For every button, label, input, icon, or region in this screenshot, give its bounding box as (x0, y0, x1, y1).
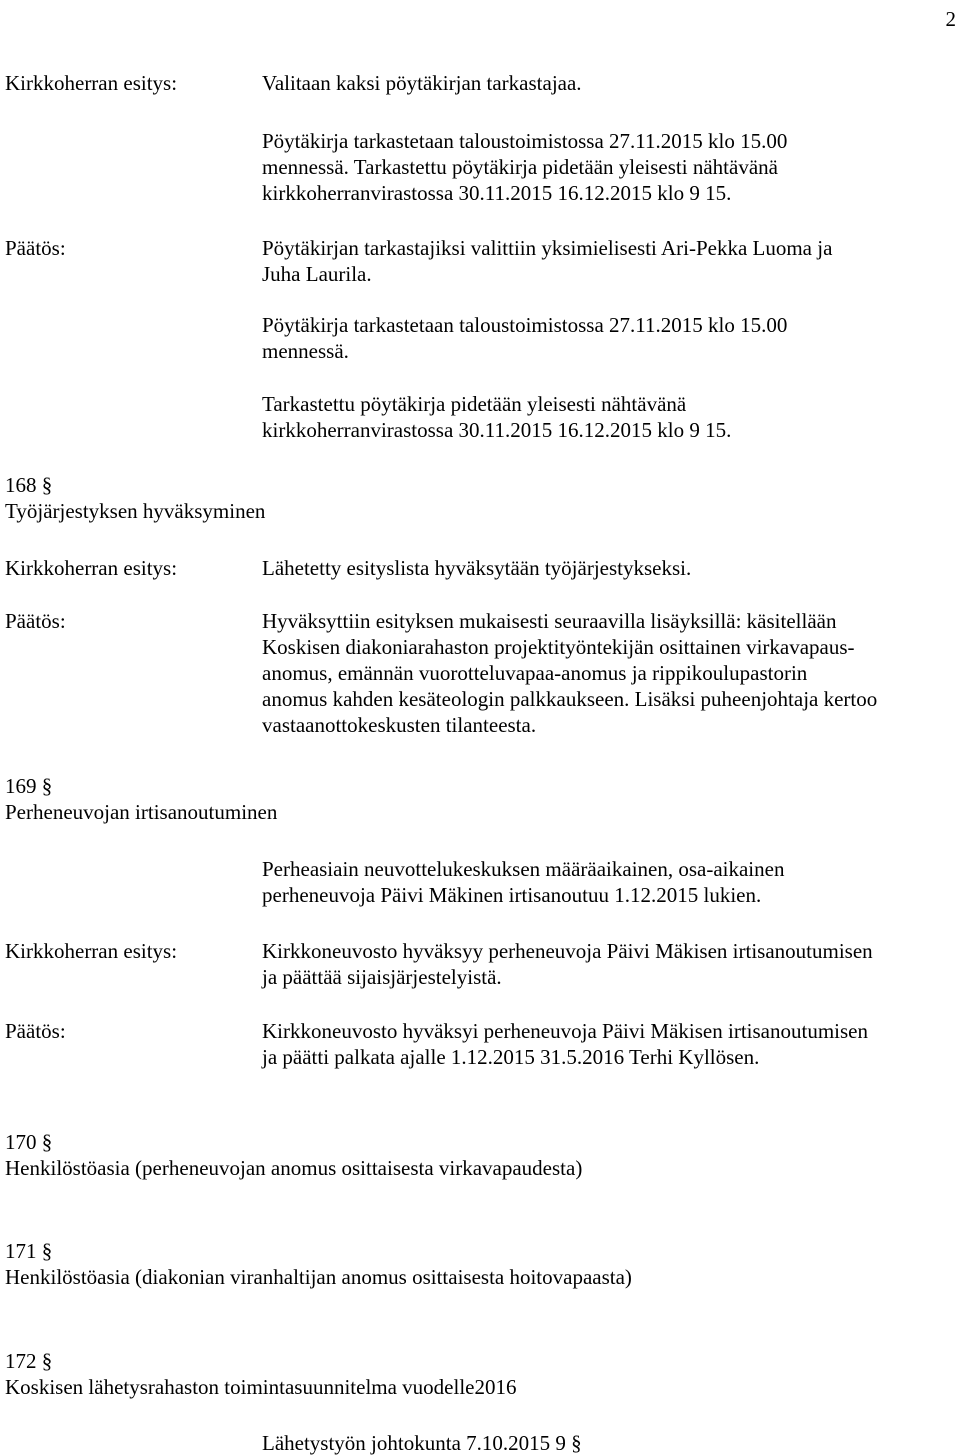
section-heading-169 (5, 773, 52, 799)
decision-line: anomus kahden kesäteologin palkkaukseen. Lisäksi puheenjohtaja kertoo (262, 687, 878, 711)
proposal-label: Kirkkoherran esitys: (5, 556, 178, 580)
decision-label: Päätös: (5, 1019, 66, 1043)
decision-line: Pöytäkirjan tarkastajiksi valittiin yksimielisesti Ari-Pekka Luoma ja (262, 236, 833, 260)
section-number: 170 (5, 1130, 37, 1154)
reference-line (262, 1430, 582, 1456)
proposal-label: Kirkkoherran esitys: (5, 71, 178, 95)
section-heading-172 (5, 1348, 52, 1374)
proposal-text-line: mennessä. Tarkastettu pöytäkirja pidetään yleisesti nähtävänä (262, 155, 778, 179)
section-sign-icon: § (41, 774, 53, 798)
section-sign-icon: § (571, 1431, 582, 1455)
section-title: Perheneuvojan irtisanoutuminen (5, 800, 278, 824)
section-number: 169 (5, 774, 37, 798)
decision-line: kirkkoherranvirastossa 30.11.2015 16.12.2015 klo 9 15. (262, 418, 732, 442)
proposal-text: Lähetetty esityslista hyväksytään työjärjestykseksi. (262, 556, 692, 580)
section-sign-icon: § (41, 1349, 53, 1373)
decision-line: Koskisen diakoniarahaston projektityöntekijän osittainen virkavapaus- (262, 635, 855, 659)
decision-line: Kirkkoneuvosto hyväksyi perheneuvoja Päivi Mäkisen irtisanoutumisen (262, 1019, 868, 1043)
decision-line: vastaanottokeskusten tilanteesta. (262, 713, 537, 737)
section-number: 168 (5, 473, 37, 497)
decision-line: Hyväksyttiin esityksen mukaisesti seuraavilla lisäyksillä: käsitellään (262, 609, 837, 633)
decision-label: Päätös: (5, 236, 66, 260)
decision-line: Tarkastettu pöytäkirja pidetään yleisesti nähtävänä (262, 392, 687, 416)
decision-line: mennessä. (262, 339, 349, 363)
intro-line: perheneuvoja Päivi Mäkinen irtisanoutuu 1.12.2015 lukien. (262, 883, 762, 907)
section-heading-171 (5, 1238, 52, 1264)
proposal-text: Valitaan kaksi pöytäkirjan tarkastajaa. (262, 71, 582, 95)
section-sign-icon: § (41, 473, 53, 497)
section-title: Henkilöstöasia (diakonian viranhaltijan anomus osittaisesta hoitovapaasta) (5, 1265, 632, 1289)
section-number: 171 (5, 1239, 37, 1263)
proposal-text-line: Pöytäkirja tarkastetaan taloustoimistossa 27.11.2015 klo 15.00 (262, 129, 788, 153)
section-sign-icon: § (41, 1130, 53, 1154)
decision-label: Päätös: (5, 609, 66, 633)
decision-line: ja päätti palkata ajalle 1.12.2015 31.5.2016 Terhi Kyllösen. (262, 1045, 760, 1069)
section-title: Työjärjestyksen hyväksyminen (5, 499, 266, 523)
proposal-label: Kirkkoherran esitys: (5, 939, 178, 963)
proposal-line: ja päättää sijaisjärjestelyistä. (262, 965, 502, 989)
decision-line: anomus, emännän vuorotteluvapaa-anomus ja rippikoulupastorin (262, 661, 808, 685)
reference-text: Lähetystyön johtokunta 7.10.2015 9 (262, 1431, 566, 1455)
section-title: Koskisen lähetysrahaston toimintasuunnitelma vuodelle2016 (5, 1375, 517, 1399)
proposal-line: Kirkkoneuvosto hyväksyy perheneuvoja Päivi Mäkisen irtisanoutumisen (262, 939, 873, 963)
page-number: 2 (945, 7, 956, 31)
decision-line: Juha Laurila. (262, 262, 372, 286)
section-heading-170 (5, 1129, 52, 1155)
intro-line: Perheasiain neuvottelukeskuksen määräaikainen, osa-aikainen (262, 857, 785, 881)
proposal-text-line: kirkkoherranvirastossa 30.11.2015 16.12.2015 klo 9 15. (262, 181, 732, 205)
section-sign-icon: § (41, 1239, 53, 1263)
decision-line: Pöytäkirja tarkastetaan taloustoimistossa 27.11.2015 klo 15.00 (262, 313, 788, 337)
section-title: Henkilöstöasia (perheneuvojan anomus osittaisesta virkavapaudesta) (5, 1156, 583, 1180)
section-heading-168 (5, 472, 52, 498)
section-number: 172 (5, 1349, 37, 1373)
